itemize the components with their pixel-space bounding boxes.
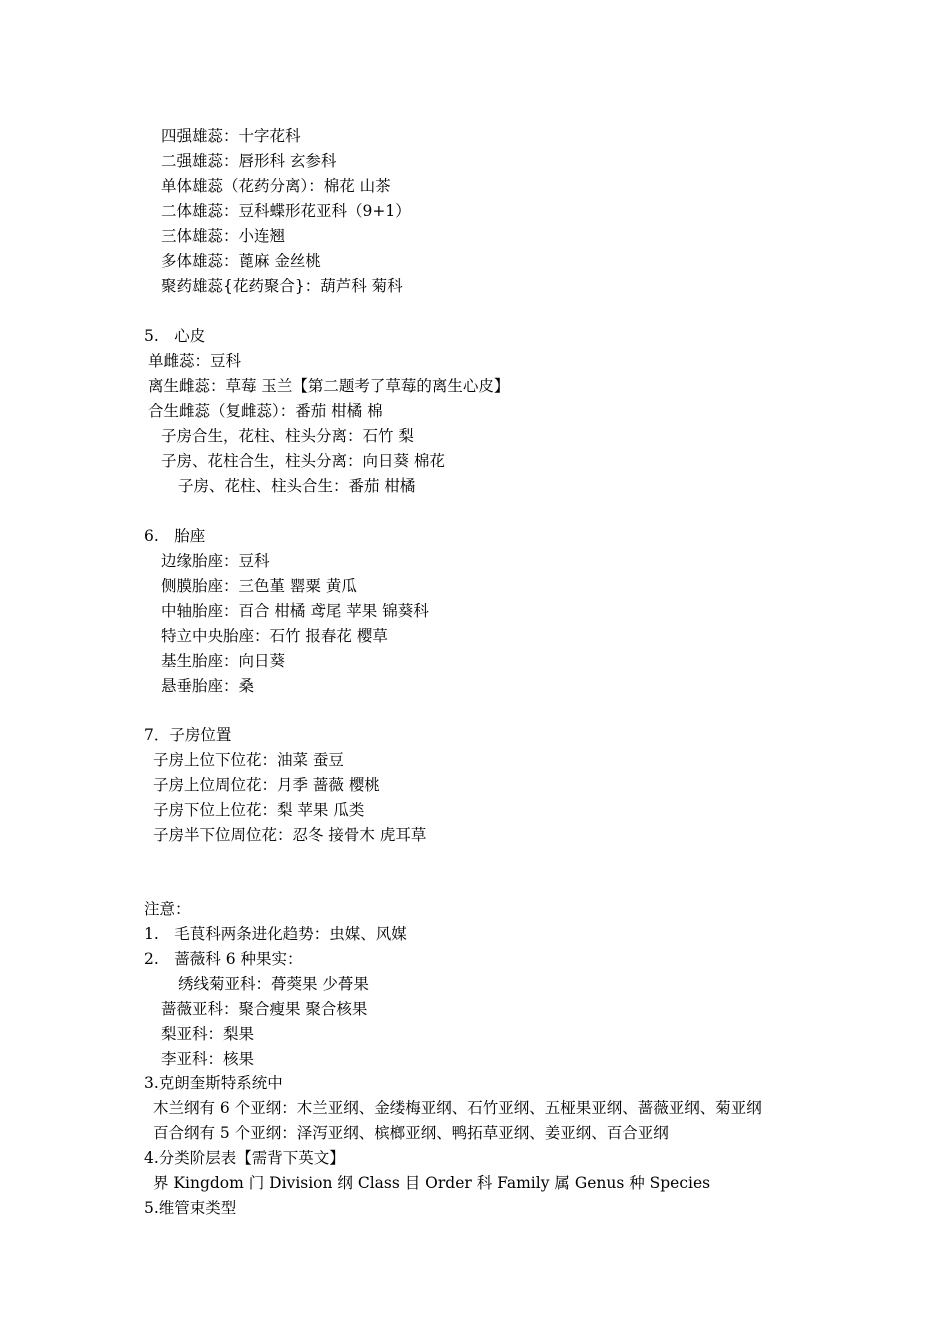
text-line: 梨亚科：梨果 [161, 1025, 255, 1043]
section-heading: 4.分类阶层表【需背下英文】 [144, 1149, 345, 1167]
text-line: 单体雄蕊（花药分离）：棉花 山茶 [161, 177, 391, 195]
text-line: 三体雄蕊：小连翘 [161, 227, 286, 245]
section-heading: 5.维管束类型 [144, 1199, 237, 1217]
text-line: 木兰纲有 6 个亚纲：木兰亚纲、金缕梅亚纲、石竹亚纲、五桠果亚纲、蔷薇亚纲、菊亚纲 [153, 1099, 762, 1117]
text-line: 李亚科：核果 [161, 1050, 255, 1068]
text-line: 子房上位周位花：月季 蔷薇 樱桃 [153, 776, 380, 794]
text-line: 侧膜胎座：三色堇 罂粟 黄瓜 [161, 577, 357, 595]
section-heading: 注意： [144, 900, 191, 918]
text-line: 基生胎座：向日葵 [161, 652, 286, 670]
text-line: 子房、花柱、柱头合生：番茄 柑橘 [178, 477, 416, 495]
text-line: 子房合生，花柱、柱头分离：石竹 梨 [161, 427, 414, 445]
text-line: 蔷薇亚科：聚合瘦果 聚合核果 [161, 1000, 368, 1018]
text-line: 离生雌蕊：草莓 玉兰【第二题考了草莓的离生心皮】 [148, 377, 510, 395]
text-line: 子房、花柱合生，柱头分离：向日葵 棉花 [161, 452, 445, 470]
section-heading: 6. 胎座 [144, 527, 206, 545]
text-line: 中轴胎座：百合 柑橘 鸢尾 苹果 锦葵科 [161, 602, 429, 620]
section-heading: 3.克朗奎斯特系统中 [144, 1074, 283, 1092]
text-line: 悬垂胎座：桑 [161, 677, 255, 695]
section-heading: 7．子房位置 [144, 726, 232, 744]
text-line: 边缘胎座：豆科 [161, 552, 270, 570]
text-line: 绣线菊亚科：蓇葖果 少蓇果 [178, 975, 369, 993]
text-line: 界 Kingdom 门 Division 纲 Class 目 Order 科 Family 属 Genus 种 Species [153, 1174, 711, 1192]
text-line: 1. 毛茛科两条进化趋势：虫媒、风媒 [144, 925, 407, 943]
text-line: 百合纲有 5 个亚纲：泽泻亚纲、槟榔亚纲、鸭拓草亚纲、姜亚纲、百合亚纲 [153, 1124, 669, 1142]
text-line: 子房半下位周位花：忍冬 接骨木 虎耳草 [153, 826, 427, 844]
text-line: 二强雄蕊：唇形科 玄参科 [161, 152, 337, 170]
text-line: 2. 蔷薇科 6 种果实： [144, 950, 303, 968]
text-line: 二体雄蕊：豆科蝶形花亚科（9+1） [161, 202, 411, 220]
section-heading: 5. 心皮 [144, 327, 206, 345]
text-line: 子房上位下位花：油菜 蚕豆 [153, 751, 344, 769]
text-line: 子房下位上位花：梨 苹果 瓜类 [153, 801, 365, 819]
text-line: 合生雌蕊（复雌蕊）：番茄 柑橘 棉 [148, 402, 383, 420]
text-line: 四强雄蕊：十字花科 [161, 127, 301, 145]
text-line: 特立中央胎座：石竹 报春花 樱草 [161, 627, 388, 645]
text-line: 单雌蕊：豆科 [148, 352, 242, 370]
text-line: 多体雄蕊：蓖麻 金丝桃 [161, 252, 321, 270]
text-line: 聚药雄蕊{花药聚合}：葫芦科 菊科 [161, 277, 403, 295]
